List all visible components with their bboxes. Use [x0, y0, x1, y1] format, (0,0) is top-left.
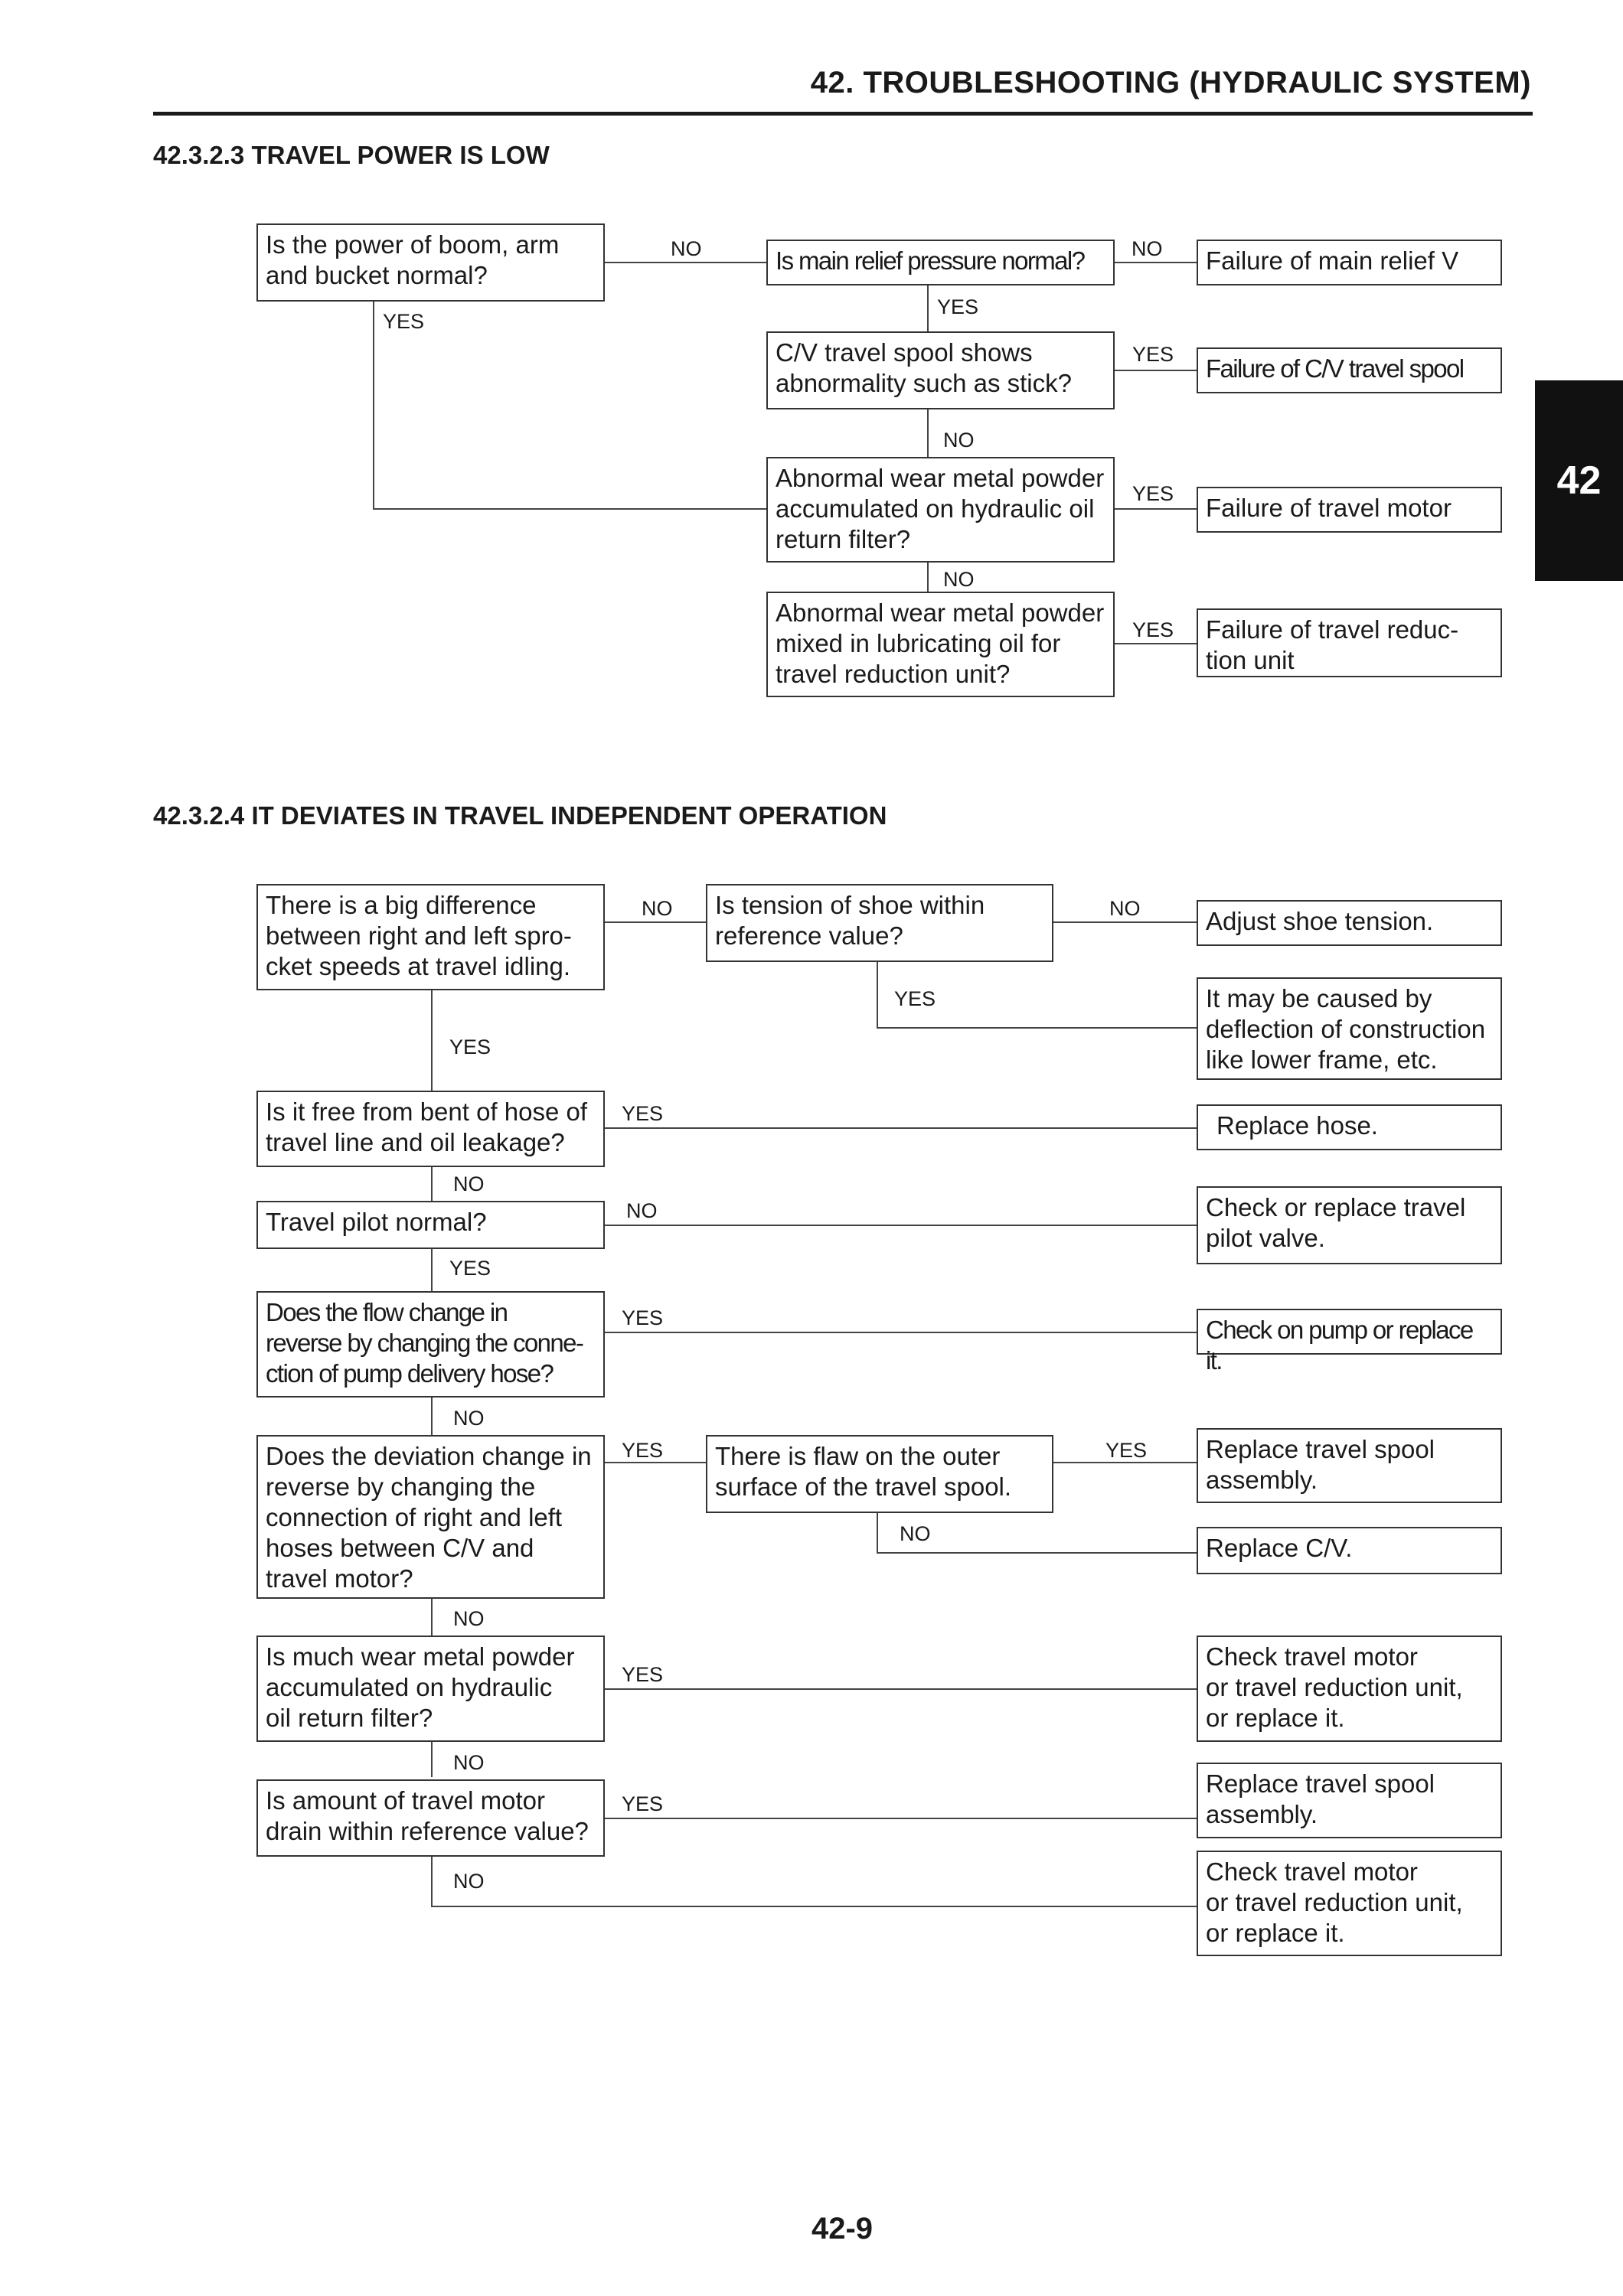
result-box: Check travel motor or travel reduction unit, or replace it.: [1197, 1851, 1502, 1956]
flow-connector: [1113, 508, 1197, 510]
flow-connector: [431, 1740, 433, 1777]
decision-box: Is the power of boom, arm and bucket normal?: [256, 223, 605, 302]
result-box: Adjust shoe tension.: [1197, 900, 1502, 946]
branch-label: NO: [626, 1199, 658, 1222]
branch-label: YES: [383, 310, 425, 333]
branch-label: NO: [671, 237, 702, 260]
decision-box: Is much wear metal powder accumulated on hydraulic oil return filter?: [256, 1636, 605, 1742]
decision-box: There is flaw on the outer surface of the travel spool.: [706, 1435, 1053, 1513]
result-box: Check or replace travel pilot valve.: [1197, 1186, 1502, 1264]
flow-connector: [431, 1856, 433, 1906]
branch-label: YES: [1105, 1439, 1148, 1462]
decision-box: Is amount of travel motor drain within reference value?: [256, 1779, 605, 1857]
branch-label: NO: [453, 1751, 485, 1774]
decision-box: Abnormal wear metal powder accumulated on hydraulic oil return filter?: [766, 457, 1115, 563]
decision-box: C/V travel spool shows abnormality such as stick?: [766, 331, 1115, 409]
header-rule: [153, 112, 1533, 116]
flow-connector: [604, 921, 706, 923]
flow-connector: [1113, 370, 1197, 371]
result-box: Failure of travel motor: [1197, 487, 1502, 533]
flow-connector: [431, 1597, 433, 1636]
flow-connector: [431, 1247, 433, 1292]
branch-label: NO: [453, 1607, 485, 1630]
flow-connector: [927, 561, 929, 592]
branch-label: NO: [943, 568, 975, 591]
decision-box: Abnormal wear metal powder mixed in lubricating oil for travel reduction unit?: [766, 592, 1115, 697]
page-header: 42. TROUBLESHOOTING (HYDRAULIC SYSTEM): [810, 66, 1531, 99]
result-box: Replace travel spool assembly.: [1197, 1763, 1502, 1838]
branch-label: YES: [622, 1663, 664, 1686]
flow-connector: [431, 1397, 433, 1435]
section-title-travel-power-low: 42.3.2.3 TRAVEL POWER IS LOW: [153, 141, 550, 169]
chapter-tab: 42: [1535, 380, 1623, 581]
flow-connector: [604, 262, 767, 263]
branch-label: NO: [453, 1172, 485, 1195]
result-box: It may be caused by deflection of construction like lower frame, etc.: [1197, 977, 1502, 1080]
branch-label: YES: [622, 1102, 664, 1125]
flow-connector: [877, 962, 878, 1028]
flow-connector: [604, 1225, 1197, 1226]
branch-label: NO: [642, 897, 673, 920]
result-box: Failure of main relief V: [1197, 240, 1502, 285]
result-box: Check on pump or replace it.: [1197, 1309, 1502, 1355]
branch-label: NO: [900, 1522, 931, 1545]
branch-label: NO: [453, 1870, 485, 1893]
result-box: Replace hose.: [1197, 1104, 1502, 1150]
result-box: Check travel motor or travel reduction unit, or replace it.: [1197, 1636, 1502, 1742]
decision-box: Is tension of shoe within reference value?: [706, 884, 1053, 962]
flow-connector: [877, 1552, 1197, 1554]
branch-label: YES: [1132, 482, 1174, 505]
flow-connector: [1052, 921, 1197, 923]
flow-connector: [927, 285, 929, 334]
branch-label: YES: [1132, 618, 1174, 641]
branch-label: NO: [453, 1407, 485, 1430]
section-title-travel-deviates: 42.3.2.4 IT DEVIATES IN TRAVEL INDEPENDENT OPERATION: [153, 801, 887, 830]
flow-connector: [604, 1818, 1197, 1819]
branch-label: NO: [943, 429, 975, 452]
branch-label: YES: [1132, 343, 1174, 366]
branch-label: YES: [622, 1792, 664, 1815]
decision-box: Does the flow change in reverse by changing the conne- ction of pump delivery hose?: [256, 1291, 605, 1397]
flow-connector: [877, 1512, 878, 1553]
result-box: Failure of C/V travel spool: [1197, 347, 1502, 393]
branch-label: YES: [622, 1439, 664, 1462]
branch-label: YES: [622, 1306, 664, 1329]
result-box: Replace travel spool assembly.: [1197, 1428, 1502, 1503]
flow-connector: [604, 1462, 706, 1463]
branch-label: YES: [449, 1257, 491, 1280]
branch-label: NO: [1109, 897, 1141, 920]
branch-label: NO: [1132, 237, 1163, 260]
flow-connector: [877, 1027, 1197, 1029]
flow-connector: [373, 508, 767, 510]
flow-connector: [373, 301, 374, 509]
branch-label: YES: [449, 1035, 491, 1058]
flow-connector: [431, 1906, 1197, 1907]
flow-connector: [604, 1332, 1197, 1333]
flow-connector: [927, 409, 929, 458]
decision-box: Does the deviation change in reverse by changing the connection of right and left hoses between C/V and travel motor?: [256, 1435, 605, 1599]
branch-label: YES: [894, 987, 936, 1010]
flow-connector: [431, 990, 433, 1092]
page-number: 42-9: [811, 2212, 874, 2245]
flow-connector: [604, 1127, 1197, 1129]
flow-connector: [604, 1688, 1197, 1690]
decision-box: Travel pilot normal?: [256, 1201, 605, 1249]
flow-connector: [1113, 643, 1197, 644]
decision-box: Is it free from bent of hose of travel line and oil leakage?: [256, 1091, 605, 1167]
flow-connector: [431, 1166, 433, 1202]
decision-box: Is main relief pressure normal?: [766, 240, 1115, 285]
result-box: Replace C/V.: [1197, 1527, 1502, 1574]
result-box: Failure of travel reduc- tion unit: [1197, 608, 1502, 677]
flow-connector: [1052, 1462, 1197, 1463]
flow-connector: [1113, 262, 1197, 263]
decision-box: There is a big difference between right and left spro- cket speeds at travel idling.: [256, 884, 605, 990]
branch-label: YES: [937, 295, 979, 318]
